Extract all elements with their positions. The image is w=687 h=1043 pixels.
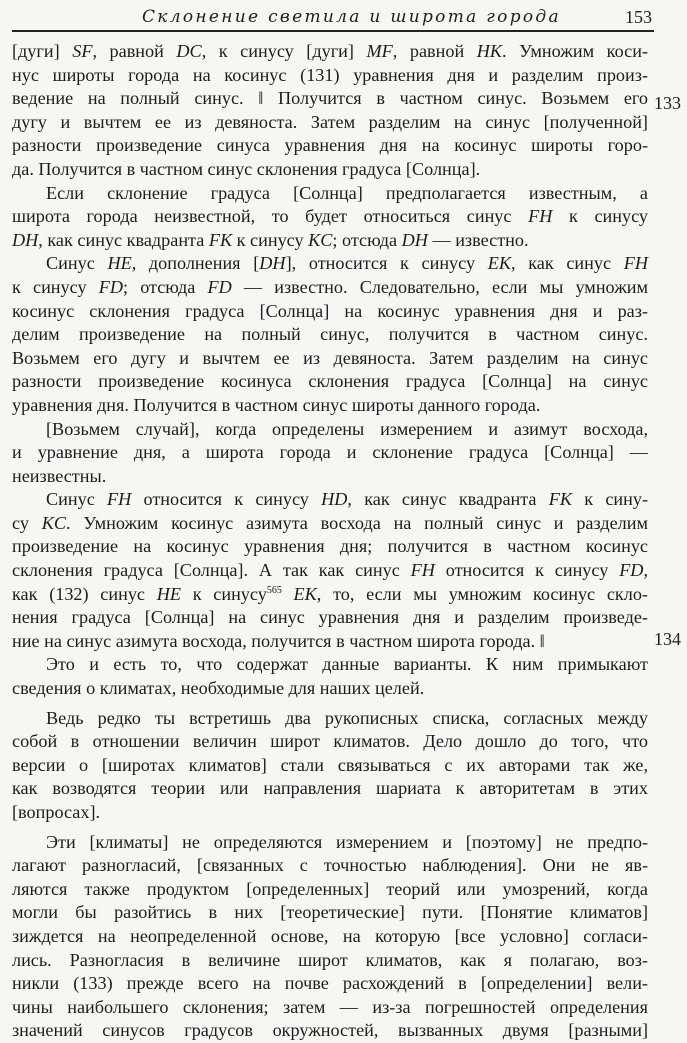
text-line: су KC. Умножим косинус азимута восхода на полный синус и разделим	[12, 512, 648, 533]
text-line: и уравнение дня, а широта города и склонение градуса [Солнца] —	[12, 442, 648, 463]
body-text	[12, 40, 648, 1043]
text-line: как возводятся теории или направления шариата к авторитетам в этих	[12, 778, 648, 799]
text-line: лагают разногласий, [связанных с точностью наблюдения]. Они не яв-	[12, 855, 648, 876]
text-line: чины наибольшего склонения; затем — из-за погрешностей определения	[12, 996, 648, 1017]
text-line: собой в отношении величин широт климатов. Дело дошло до того, что	[12, 731, 648, 752]
text-line: лись. Разногласия в величине широт климатов, как я полагаю, воз-	[12, 949, 648, 970]
text-line: как (132) синус HE к синусу$^{565}$ EK, то, если мы умножим косинус скло-	[12, 583, 648, 604]
paragraph	[12, 707, 648, 825]
page-number: 153	[625, 7, 652, 27]
text-line: Возьмем его дугу и вычтем ее из девяноста. Затем разделим на синус	[12, 347, 648, 368]
paragraph	[12, 182, 648, 253]
text-line: [дуги] SF, равной DC, к синусу [дуги] MF, равной HK. Умножим коси-	[12, 41, 648, 61]
text-line: уравнения дня. Получится в частном синус широты данного города.	[12, 394, 541, 415]
text-line: версии о [широтах климатов] стали связываться с их авторами так же,	[12, 754, 648, 775]
text-line: ведение на полный синус. ‖ Получится в частном синус. Возьмем его	[12, 88, 648, 109]
text-line: [вопросах].	[12, 802, 101, 822]
text-line: широта города неизвестной, то будет относиться синус FH к синусу	[12, 206, 649, 227]
text-line: [Возьмем случай], когда определены измерением и азимут восхода,	[46, 418, 648, 439]
text-line: к синусу FD; отсюда FD — известно. Следовательно, если мы умножим	[12, 276, 649, 297]
paragraph	[12, 418, 648, 489]
text-line: сведения о климатах, необходимые для наших целей.	[12, 678, 425, 699]
text-line: зиждется на неопределенной основе, на которую [все условно] согласи-	[12, 925, 648, 946]
text-line: косинус склонения градуса [Солнца] на косинус уравнения дня и раз-	[12, 300, 648, 321]
text-line: значений синусов градусов окружностей, вызванных двумя [разными]	[12, 1020, 648, 1041]
text-line: нус широты города на косинус (131) уравнения дня и разделим произ-	[12, 64, 648, 85]
text-line: делим произведение на полный синус, получится в частном синус.	[12, 324, 648, 345]
text-line: Эти [климаты] не определяются измерением и [поэтому] не предпо-	[46, 831, 648, 852]
text-line: дугу и вычтем ее из девяноста. Затем разделим на синус [полученной]	[12, 111, 648, 132]
text-line: Если склонение градуса [Солнца] предполагается известным, а	[46, 182, 648, 203]
text-line: Ведь редко ты встретишь два рукописных списка, согласных между	[46, 707, 648, 728]
text-line: нения градуса [Солнца] на синус уравнения дня и разделим произведе-	[12, 607, 648, 628]
paragraph	[12, 252, 648, 417]
paragraph	[12, 488, 648, 653]
text-line: никли (133) прежде всего на почве расхождений в [определении] вели-	[12, 973, 648, 994]
text-line: Синус FH относится к синусу HD, как синус квадранта FK к сину-	[46, 489, 649, 510]
margin-note-134: 134	[654, 629, 681, 649]
running-title: Склонение светила и широта города	[142, 7, 561, 27]
margin-note-133: 133	[654, 93, 681, 113]
text-line: разности произведение синуса уравнения дня на косинус широты горо-	[12, 135, 648, 156]
paragraph	[12, 653, 648, 700]
text-line: произведение на косинус уравнения дня; получится в частном косинус	[12, 536, 648, 557]
text-line: склонения градуса [Солнца]. А так как синус FH относится к синусу FD,	[12, 560, 648, 581]
text-line: Это и есть то, что содержат данные варианты. К ним примыкают	[46, 654, 648, 675]
text-line: разности произведение косинуса склонения градуса [Солнца] на синус	[12, 371, 648, 392]
paragraph	[12, 40, 648, 182]
text-line: DH, как синус квадранта FK к синусу KC; отсюда DH — известно.	[12, 229, 529, 250]
text-line: Синус HE, дополнения [DH], относится к синусу EK, как синус FH	[46, 253, 648, 274]
text-line: ляются также продуктом [определенных] теорий или умозрений, когда	[12, 878, 648, 899]
text-line: могли бы разойтись в них [теоретические] пути. [Понятие климатов]	[12, 902, 648, 923]
running-header	[12, 4, 654, 32]
text-line: неизвестны.	[12, 465, 107, 486]
text-line: ние на синус азимута восхода, получится в частном широта города. ‖	[12, 630, 545, 651]
text-line: да. Получится в частном синус склонения градуса [Солнца].	[12, 158, 481, 179]
paragraph	[12, 831, 648, 1043]
